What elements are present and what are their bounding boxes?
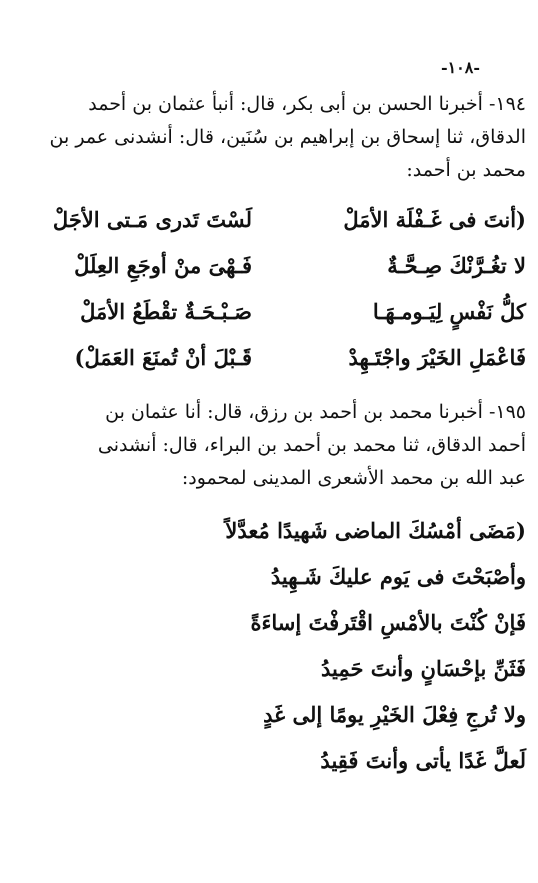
poem-line: فَثَنِّ بإحْسَانٍ وأنتَ حَمِيدُ [321, 656, 526, 681]
entry-194-isnad [12, 88, 526, 187]
verse [12, 242, 526, 288]
poem-line: وأصْبَحْتَ فى يَوم عليكَ شَـهِيدُ [270, 564, 526, 589]
page-number: -١٠٨- [440, 58, 480, 77]
verse-first-hemistich: كلُّ نَفْسٍ لِيَـومـهَـا [372, 298, 526, 324]
text-line: عبد الله بن محمد الأشعرى المدينى لمحمود: [181, 467, 526, 489]
text-line: ١٩٥- أخبرنا محمد بن أحمد بن رزق، قال: أنا عثمان بن [105, 401, 526, 423]
text-line: ١٩٤- أخبرنا الحسن بن أبى بكر، قال: أنبأ عثمان بن أحمد [88, 93, 526, 115]
entry-194-poem [12, 196, 526, 380]
poem-line: لَعلَّ غَدًا يأتى وأنتَ فَقِيدُ [320, 748, 526, 773]
poem-line: فَإنْ كُنْتَ بالأمْسِ اقْتَرفْتَ إساءَةً [250, 610, 526, 635]
verse [12, 196, 526, 242]
verse-second-hemistich: لَسْتَ تَدرى مَـتى الأجَلْ [52, 206, 252, 232]
entry-195-poem [12, 508, 526, 784]
text-line: الدقاق، ثنا إسحاق بن إبراهيم بن سُنَين، قال: أنشدنى عمر بن [49, 126, 526, 148]
verse-second-hemistich: صَـبْـحَـةٌ تقْطَعُ الأمَلْ [80, 298, 252, 324]
text-line: أحمد الدقاق، ثنا محمد بن أحمد بن البراء، قال: أنشدنى [97, 434, 526, 456]
verse-first-hemistich: فَاعْمَلِ الخَيْرَ واجْتَـهِدْ [348, 344, 526, 370]
entry-195-isnad [12, 396, 526, 495]
verse-first-hemistich: (أنتَ فى غَـفْلَة الأمَلْ [343, 206, 526, 232]
poem-line: (مَضَى أمْسُكَ الماضى شَهيدًا مُعدَّلاً [225, 518, 526, 543]
text-line: محمد بن أحمد: [406, 159, 526, 181]
verse [12, 334, 526, 380]
verse [12, 288, 526, 334]
verse-first-hemistich: لا تغُـرَّنْكَ صِـحَّـةٌ [387, 252, 526, 278]
verse-second-hemistich: قَـبْلَ أنْ تُمنَعَ العَمَلْ) [74, 344, 252, 370]
poem-line: ولا تُرجِ فِعْلَ الخَيْرِ يومًا إلى غَدٍ [263, 702, 526, 727]
verse-second-hemistich: فَـهْىَ منْ أوجَعِ العِلَلْ [74, 252, 252, 278]
